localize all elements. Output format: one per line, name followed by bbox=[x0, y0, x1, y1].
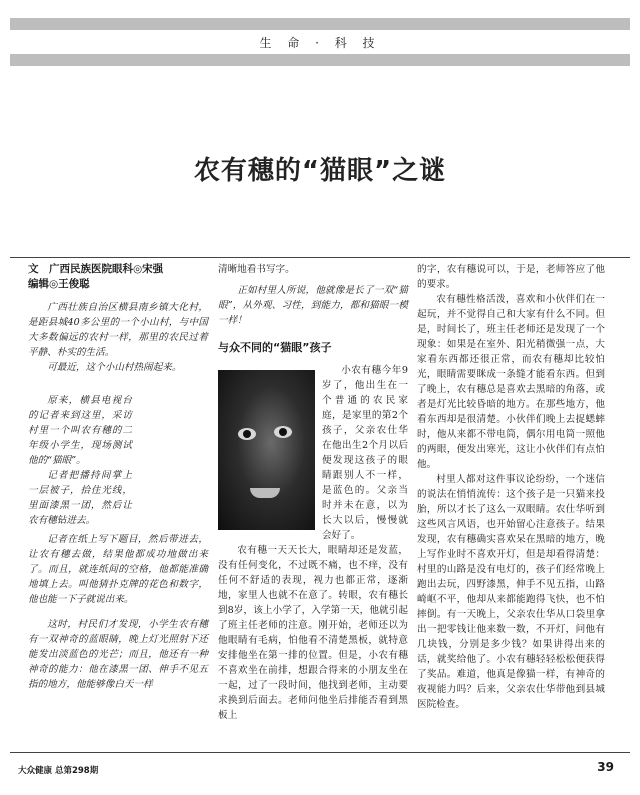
section-title: 生 命 · 科 技 bbox=[259, 36, 381, 50]
body-paragraph: 这时，村民们才发现，小学生农有穗有一双神奇的蓝眼睛，晚上灯光照射下还能发出淡蓝色的光芒；而且，他还有一种神奇的能力：他在漆黑一团、伸手不见五指的地方，他能够像白天一样 bbox=[28, 619, 208, 690]
header-bar-bottom bbox=[10, 54, 630, 66]
header-bar-top bbox=[10, 18, 630, 30]
body-paragraph: 清晰地看书写字。 bbox=[218, 264, 295, 275]
intro-paragraph: 广西壮族自治区横县南乡镇大化村，是距县城40多公里的一个小山村，与中国大多数偏远的农村一样，那里的农民过着平静、朴实的生活。 bbox=[28, 302, 208, 358]
body-paragraph: 村里人都对这件事议论纷纷，一个迷信的说法在悄悄流传：这个孩子是一只猫来投胎，所以才长了这么一双眼睛。农仕华听到这些风言风语，也开始留心注意孩子。结果发现，农有穗确实喜欢呆在黑暗的地方，晚上写作业时不喜欢开灯，但是却看得清楚：村里的山路是没有电灯的，孩子们经常晚上跑出去玩，四野漆黑，伸手不见五指，山路崎岖不平，他却从来都能跑得飞快，也不怕摔倒。有一天晚上，父亲农仕华从口袋里拿出一把零钱让他来数一数，不开灯，问他有几块钱，分别是多少钱？如果讲得出来的话，就奖给他了。小农有穗轻轻松松便获得了奖品。难道，他真是像猫一样，有神奇的夜视能力吗？后来，父亲农仕华带他到县城医院检查。 bbox=[417, 474, 605, 710]
article-title: 农有穗的“猫眼”之谜 bbox=[193, 156, 447, 186]
footer-rule bbox=[10, 752, 630, 753]
section-subheading: 与众不同的“猫眼”孩子 bbox=[218, 341, 332, 354]
body-paragraph: 的字，农有穗说可以，于是，老师答应了他的要求。 bbox=[417, 264, 605, 290]
title-rule bbox=[10, 257, 630, 258]
column-3 bbox=[417, 262, 605, 712]
column-1 bbox=[28, 262, 208, 692]
page-number: 39 bbox=[597, 760, 614, 774]
byline: 文 广西民族医院眼科◎宋强 bbox=[28, 263, 164, 275]
column-2 bbox=[218, 262, 408, 723]
body-paragraph: 记者在纸上写下题目，然后带进去，让农有穗去做，结果他都成功地做出来了。而且，就连纸间的空格，他都能准确地填上去。叫他猜扑克牌的花色和数字，他也能一下子就说出来。 bbox=[28, 534, 208, 605]
body-paragraph: 正如村里人所说，他就像是长了一双“猫眼”，从外观、习性，到能力，都和猫眼一模一样！ bbox=[218, 285, 408, 326]
body-paragraph: 原来，横县电视台的记者来到这里，采访村里一个叫农有穗的二年级小学生，现场测试他的“猫眼”。 bbox=[28, 395, 132, 466]
body-paragraph: 农有穗性格活泼，喜欢和小伙伴们在一起玩，并不觉得自己和大家有什么不同。但是，时间长了，班主任老师还是发现了一个现象：如果是在室外、阳光稍微强一点，大家看东西都还很正常，而农有穗却比较怕光，眼睛需要眯成一条缝才能看东西。但到了晚上，农有穗总是喜欢去黑暗的角落，或者是灯光比较昏暗的地方。在那些地方，他看东西却是很清楚。小伙伴们晚上去捉蟋蟀时，他从来都不带电筒，偶尔用电筒一照他的两眼，便发出寒光，这让小伙伴们有点怕他。 bbox=[417, 294, 605, 470]
magazine-issue: 大众健康 总第298期 bbox=[18, 766, 99, 776]
body-paragraph: 小农有穗今年9岁了，他出生在一个普通的农民家庭，是家里的第2个孩子，父亲农仕华在他出生2个月以后便发现这孩子的眼睛跟别人不一样，是蓝色的。父亲当时并未在意，以为长大以后，慢慢就会好了。 bbox=[322, 365, 408, 541]
body-paragraph: 记者把播持间掌上一层被子，拾住光线，里面漆黑一团，然后让农有穗钻进去。 bbox=[28, 470, 132, 526]
editor-credit: 编辑◎王俊聪 bbox=[28, 278, 90, 290]
intro-paragraph: 可最近，这个小山村热闹起来。 bbox=[47, 362, 182, 373]
body-paragraph: 农有穗一天天长大，眼睛却还是发蓝，没有任何变化，不过既不痛，也不痒，没有任何不舒适的表现，视力也都正常，逐渐地，家里人也就不在意了。转眼，农有穗长到8岁，该上小学了，入学第一天，他就引起了班主任老师的注意。刚开始，老师还以为他眼睛有毛病，怕他看不清楚黑板，就特意安排他坐在第一排的位置。但是，小农有穗不喜欢坐在前排，想跟合得来的小朋友坐在一起，过了一段时间，他找到老师，主动要求换到后面去。老师问他坐后排能否看到黑板上 bbox=[218, 545, 408, 721]
